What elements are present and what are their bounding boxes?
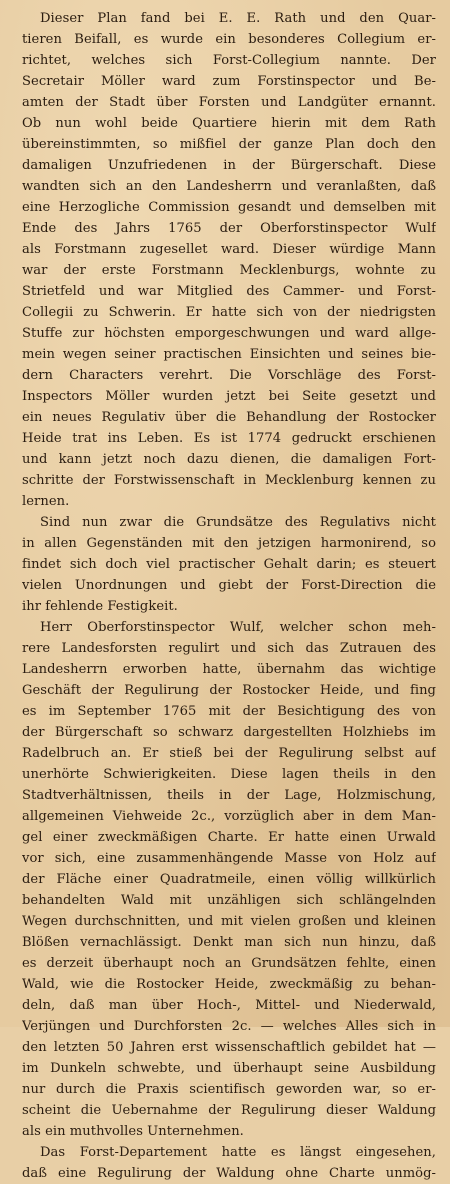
text-line: dern Characters verehrt. Die Vorschläge des Forst- xyxy=(22,368,436,383)
text-line: Wegen durchschnitten, und mit vielen großen und kleinen xyxy=(22,914,436,929)
text-line: eine Herzogliche Commission gesandt und demselben mit xyxy=(22,200,436,215)
text-line: Wald, wie die Rostocker Heide, zweckmäßig zu behan- xyxy=(22,977,436,992)
text-line: vor sich, eine zusammenhängende Masse von Holz auf xyxy=(22,851,436,866)
body-text xyxy=(22,8,436,1184)
text-line: Stuffe zur höchsten emporgeschwungen und ward allge- xyxy=(22,326,436,341)
text-line: daß eine Regulirung der Waldung ohne Charte unmög- xyxy=(22,1166,436,1181)
text-line: Das Forst-Departement hatte es längst eingesehen, xyxy=(40,1145,436,1160)
text-line: in allen Gegenständen mit den jetzigen harmonirend, so xyxy=(22,536,436,551)
text-line: rere Landesforsten regulirt und sich das Zutrauen des xyxy=(22,641,436,656)
text-line: gel einer zweckmäßigen Charte. Er hatte einen Urwald xyxy=(22,830,436,845)
text-line: amten der Stadt über Forsten und Landgüter ernannt. xyxy=(22,95,436,110)
text-line: Stadtverhältnissen, theils in der Lage, Holzmischung, xyxy=(22,788,436,803)
text-line: vielen Unordnungen und giebt der Forst-Direction die xyxy=(22,578,436,593)
text-line: Ob nun wohl beide Quartiere hierin mit dem Rath xyxy=(22,116,436,131)
text-line: allgemeinen Viehweide 2c., vorzüglich aber in dem Man- xyxy=(22,809,436,824)
text-line: Secretair Möller ward zum Forstinspector und Be- xyxy=(22,74,436,89)
text-line: der Fläche einer Quadratmeile, einen völlig willkürlich xyxy=(22,872,436,887)
text-line: Inspectors Möller wurden jetzt bei Seite gesetzt und xyxy=(22,389,436,404)
text-line: schritte der Forstwissenschaft in Mecklenburg kennen zu xyxy=(22,473,436,488)
text-line: Collegii zu Schwerin. Er hatte sich von der niedrigsten xyxy=(22,305,436,320)
text-line: Herr Oberforstinspector Wulf, welcher schon meh- xyxy=(40,620,436,635)
text-line: Dieser Plan fand bei E. E. Rath und den Quar- xyxy=(40,11,436,26)
text-line: findet sich doch viel practischer Gehalt darin; es steuert xyxy=(22,557,436,572)
text-line: Radelbruch an. Er stieß bei der Regulirung selbst auf xyxy=(22,746,436,761)
text-line: als ein muthvolles Unternehmen. xyxy=(22,1124,244,1139)
text-line: Sind nun zwar die Grundsätze des Regulativs nicht xyxy=(40,515,436,530)
text-line: ihr fehlende Festigkeit. xyxy=(22,599,178,614)
text-line: wandten sich an den Landesherrn und veranlaßten, daß xyxy=(22,179,436,194)
text-line: Geschäft der Regulirung der Rostocker Heide, und fing xyxy=(22,683,436,698)
text-line: Verjüngen und Durchforsten 2c. — welches Alles sich in xyxy=(22,1019,436,1034)
text-line: damaligen Unzufriedenen in der Bürgerschaft. Diese xyxy=(22,158,436,173)
text-line: Ende des Jahrs 1765 der Oberforstinspector Wulf xyxy=(22,221,436,236)
text-line: Blößen vernachlässigt. Denkt man sich nun hinzu, daß xyxy=(22,935,436,950)
text-line: Landesherrn erworben hatte, übernahm das wichtige xyxy=(22,662,436,677)
text-line: war der erste Forstmann Mecklenburgs, wohnte zu xyxy=(22,263,436,278)
text-line: Strietfeld und war Mitglied des Cammer- und Forst- xyxy=(22,284,436,299)
text-line: lernen. xyxy=(22,494,70,509)
text-line: und kann jetzt noch dazu dienen, die damaligen Fort- xyxy=(22,452,436,467)
text-line: unerhörte Schwierigkeiten. Diese lagen theils in den xyxy=(22,767,436,782)
text-line: deln, daß man über Hoch-, Mittel- und Niederwald, xyxy=(22,998,436,1013)
text-line: im Dunkeln schwebte, und überhaupt seine Ausbildung xyxy=(22,1061,436,1076)
text-line: nur durch die Praxis scientifisch geworden war, so er- xyxy=(22,1082,436,1097)
text-line: übereinstimmten, so mißfiel der ganze Plan doch den xyxy=(22,137,436,152)
text-line: mein wegen seiner practischen Einsichten und seines bie- xyxy=(22,347,436,362)
text-line: ein neues Regulativ über die Behandlung der Rostocker xyxy=(22,410,436,425)
text-line: es derzeit überhaupt noch an Grundsätzen fehlte, einen xyxy=(22,956,436,971)
text-line: behandelten Wald mit unzähligen sich schlängelnden xyxy=(22,893,436,908)
text-line: den letzten 50 Jahren erst wissenschaftlich gebildet hat — xyxy=(22,1040,436,1055)
text-line: es im September 1765 mit der Besichtigung des von xyxy=(22,704,436,719)
text-line: Heide trat ins Leben. Es ist 1774 gedruckt erschienen xyxy=(22,431,436,446)
text-line: tieren Beifall, es wurde ein besonderes Collegium er- xyxy=(22,32,436,47)
text-line: als Forstmann zugesellet ward. Dieser würdige Mann xyxy=(22,242,436,257)
text-line: scheint die Uebernahme der Regulirung dieser Waldung xyxy=(22,1103,436,1118)
text-line: richtet, welches sich Forst-Collegium nannte. Der xyxy=(22,53,436,68)
text-line: der Bürgerschaft so schwarz dargestellten Holzhiebs im xyxy=(22,725,436,740)
